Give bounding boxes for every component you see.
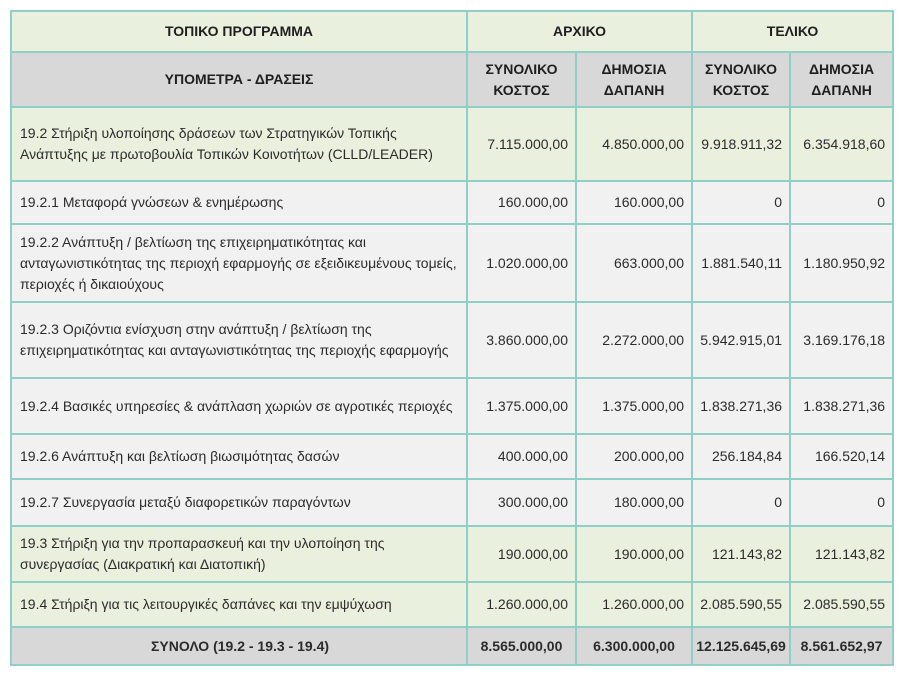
final-total-cost: 256.184,84	[692, 434, 790, 479]
final-total-cost: 0	[692, 479, 790, 526]
header-program: ΤΟΠΙΚΟ ΠΡΟΓΡΑΜΜΑ	[11, 11, 467, 52]
final-total-cost: 0	[692, 181, 790, 224]
final-public-expenditure: 6.354.918,60	[790, 107, 893, 181]
table-row	[11, 181, 893, 224]
initial-public-expenditure: 190.000,00	[576, 526, 692, 582]
header-final-public-expenditure: ΔΗΜΟΣΙΑ ΔΑΠΑΝΗ	[790, 52, 893, 107]
initial-total-cost: 3.860.000,00	[467, 302, 576, 378]
header-final-total-cost: ΣΥΝΟΛΙΚΟ ΚΟΣΤΟΣ	[692, 52, 790, 107]
initial-total-cost: 7.115.000,00	[467, 107, 576, 181]
row-label: 19.2.7 Συνεργασία μεταξύ διαφορετικών παραγόντων	[11, 479, 467, 526]
final-total-cost: 9.918.911,32	[692, 107, 790, 181]
final-total-cost: 2.085.590,55	[692, 582, 790, 627]
total-label: ΣΥΝΟΛΟ (19.2 - 19.3 - 19.4)	[11, 627, 467, 665]
total-row	[11, 627, 893, 665]
header-row-columns	[11, 52, 893, 107]
initial-public-expenditure: 180.000,00	[576, 479, 692, 526]
row-label: 19.2.2 Ανάπτυξη / βελτίωση της επιχειρηματικότητας και ανταγωνιστικότητας της περιοχή εφαρμογής σε εξειδικευμένους τομείς, περιοχές ή δικαιούχους	[11, 224, 467, 302]
table-row	[11, 479, 893, 526]
initial-public-expenditure: 1.375.000,00	[576, 378, 692, 434]
header-submeasures: ΥΠΟΜΕΤΡΑ - ΔΡΑΣΕΙΣ	[11, 52, 467, 107]
header-row-groups	[11, 11, 893, 52]
initial-public-expenditure: 1.260.000,00	[576, 582, 692, 627]
initial-public-expenditure: 160.000,00	[576, 181, 692, 224]
table-row	[11, 224, 893, 302]
initial-total-cost: 300.000,00	[467, 479, 576, 526]
final-public-expenditure: 1.838.271,36	[790, 378, 893, 434]
final-public-expenditure: 1.180.950,92	[790, 224, 893, 302]
table-row	[11, 107, 893, 181]
row-label: 19.2 Στήριξη υλοποίησης δράσεων των Στρατηγικών Τοπικής Ανάπτυξης με πρωτοβουλία Τοπικών Κοινοτήτων (CLLD/LEADER)	[11, 107, 467, 181]
header-initial-total-cost: ΣΥΝΟΛΙΚΟ ΚΟΣΤΟΣ	[467, 52, 576, 107]
initial-total-cost: 400.000,00	[467, 434, 576, 479]
header-initial: ΑΡΧΙΚΟ	[467, 11, 692, 52]
table-row	[11, 302, 893, 378]
initial-total-cost: 190.000,00	[467, 526, 576, 582]
row-label: 19.3 Στήριξη για την προπαρασκευή και την υλοποίηση της συνεργασίας (Διακρατική και Διατοπική)	[11, 526, 467, 582]
final-public-expenditure: 0	[790, 479, 893, 526]
final-public-expenditure: 2.085.590,55	[790, 582, 893, 627]
final-public-expenditure: 121.143,82	[790, 526, 893, 582]
budget-table	[10, 10, 894, 666]
initial-public-expenditure: 4.850.000,00	[576, 107, 692, 181]
initial-total-cost: 1.020.000,00	[467, 224, 576, 302]
header-initial-public-expenditure: ΔΗΜΟΣΙΑ ΔΑΠΑΝΗ	[576, 52, 692, 107]
initial-total-cost: 1.375.000,00	[467, 378, 576, 434]
table-row	[11, 434, 893, 479]
initial-public-expenditure: 663.000,00	[576, 224, 692, 302]
row-label: 19.2.3 Οριζόντια ενίσχυση στην ανάπτυξη / βελτίωση της επιχειρηματικότητας και ανταγωνιστικότητας της περιοχής εφαρμογής	[11, 302, 467, 378]
final-total-cost: 121.143,82	[692, 526, 790, 582]
total-initial-public-expenditure: 6.300.000,00	[576, 627, 692, 665]
total-initial-total-cost: 8.565.000,00	[467, 627, 576, 665]
final-public-expenditure: 0	[790, 181, 893, 224]
final-total-cost: 5.942.915,01	[692, 302, 790, 378]
header-final: ΤΕΛΙΚΟ	[692, 11, 893, 52]
final-total-cost: 1.881.540,11	[692, 224, 790, 302]
row-label: 19.2.4 Βασικές υπηρεσίες & ανάπλαση χωριών σε αγροτικές περιοχές	[11, 378, 467, 434]
row-label: 19.2.6 Ανάπτυξη και βελτίωση βιωσιμότητας δασών	[11, 434, 467, 479]
row-label: 19.4 Στήριξη για τις λειτουργικές δαπάνες και την εμψύχωση	[11, 582, 467, 627]
table-row	[11, 378, 893, 434]
initial-total-cost: 1.260.000,00	[467, 582, 576, 627]
initial-public-expenditure: 200.000,00	[576, 434, 692, 479]
final-public-expenditure: 3.169.176,18	[790, 302, 893, 378]
initial-total-cost: 160.000,00	[467, 181, 576, 224]
final-total-cost: 1.838.271,36	[692, 378, 790, 434]
initial-public-expenditure: 2.272.000,00	[576, 302, 692, 378]
final-public-expenditure: 166.520,14	[790, 434, 893, 479]
table-row	[11, 526, 893, 582]
total-final-public-expenditure: 8.561.652,97	[790, 627, 893, 665]
table-row	[11, 582, 893, 627]
total-final-total-cost: 12.125.645,69	[692, 627, 790, 665]
row-label: 19.2.1 Μεταφορά γνώσεων & ενημέρωσης	[11, 181, 467, 224]
